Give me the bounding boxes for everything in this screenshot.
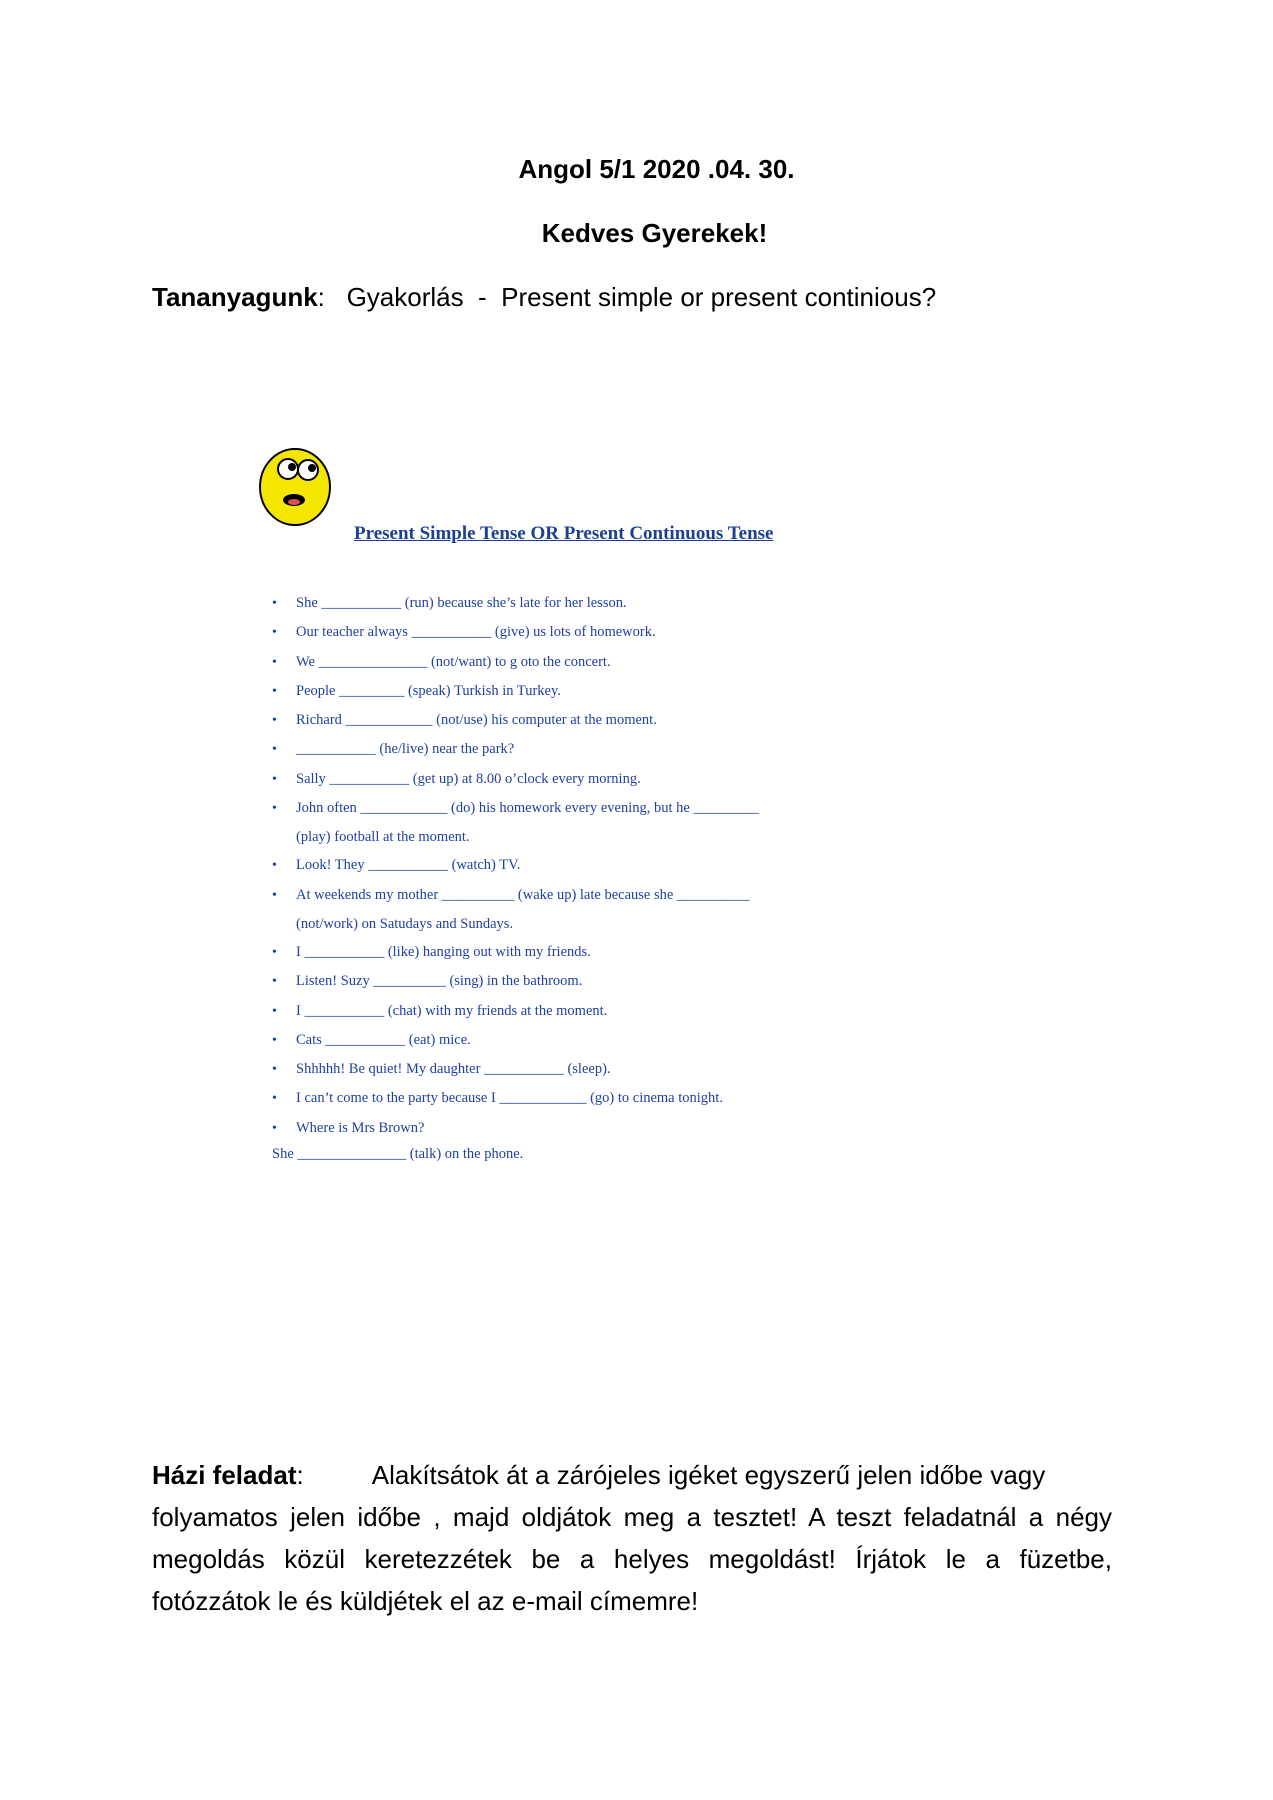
exercise-text: People _________ (speak) Turkish in Turkey. bbox=[296, 682, 561, 699]
homework-section bbox=[152, 1454, 1112, 1622]
exercise-text: (not/work) on Satudays and Sundays. bbox=[296, 915, 514, 932]
exercise-text: John often ____________ (do) his homework every evening, but he _________ bbox=[296, 800, 759, 817]
homework-line-3: megoldás közül keretezzétek be a helyes megoldást! Írjátok le a füzetbe, bbox=[152, 1544, 1112, 1574]
exercise-text: (play) football at the moment. bbox=[296, 829, 470, 846]
homework-line-4: fotózzátok le és küldjétek el az e-mail címemre! bbox=[152, 1586, 699, 1616]
bullet-icon: • bbox=[272, 974, 277, 990]
exercise-item bbox=[272, 967, 759, 996]
exercise-text: She ___________ (run) because she’s late for her lesson. bbox=[296, 595, 627, 611]
exercise-text: I can’t come to the party because I ____________ (go) to cinema tonight. bbox=[296, 1090, 723, 1107]
exercise-text: Sally ___________ (get up) at 8.00 o’clock every morning. bbox=[296, 770, 641, 787]
bullet-icon: • bbox=[272, 683, 277, 699]
homework-line-1 bbox=[152, 1454, 1112, 1496]
exercise-item bbox=[272, 1026, 759, 1055]
bullet-icon: • bbox=[272, 944, 277, 960]
exercise-text: Look! They ___________ (watch) TV. bbox=[296, 857, 521, 874]
exercise-item bbox=[272, 881, 759, 910]
exercise-item bbox=[272, 677, 759, 706]
bullet-icon: • bbox=[272, 858, 277, 874]
bullet-icon: • bbox=[272, 1003, 277, 1019]
exercise-item bbox=[272, 735, 759, 764]
homework-line-2: folyamatos jelen időbe , majd oldjátok meg a tesztet! A teszt feladatnál a négy bbox=[152, 1502, 1112, 1532]
bullet-icon: • bbox=[272, 801, 277, 817]
exercise-text: At weekends my mother __________ (wake up) late because she __________ bbox=[296, 886, 750, 903]
exercise-text: Shhhhh! Be quiet! My daughter ___________ (sleep). bbox=[296, 1061, 611, 1078]
bullet-icon: • bbox=[272, 1062, 277, 1078]
exercise-item bbox=[272, 765, 759, 794]
bullet-icon: • bbox=[272, 654, 277, 670]
homework-label: Házi feladat bbox=[152, 1460, 297, 1490]
exercise-text: Listen! Suzy __________ (sing) in the bathroom. bbox=[296, 973, 583, 990]
exercise-text: I ___________ (chat) with my friends at the moment. bbox=[296, 1002, 608, 1019]
exercise-item-continuation bbox=[272, 910, 759, 938]
surprised-smiley-icon bbox=[258, 445, 334, 527]
bullet-icon: • bbox=[272, 771, 277, 787]
topic-text: : Gyakorlás - Present simple or present continious? bbox=[317, 282, 937, 312]
exercise-item bbox=[272, 589, 759, 618]
bullet-icon: • bbox=[272, 596, 277, 611]
bullet-icon: • bbox=[272, 625, 277, 641]
exercise-list bbox=[272, 589, 759, 1143]
worksheet-image bbox=[258, 445, 848, 1175]
exercise-text: We _______________ (not/want) to g oto the concert. bbox=[296, 653, 611, 670]
exercise-text: Richard ____________ (not/use) his computer at the moment. bbox=[296, 712, 657, 729]
bullet-icon: • bbox=[272, 713, 277, 729]
exercise-item bbox=[272, 997, 759, 1026]
bullet-icon: • bbox=[272, 742, 277, 758]
exercise-item bbox=[272, 1084, 759, 1113]
exercise-item bbox=[272, 648, 759, 677]
worksheet-title: Present Simple Tense OR Present Continuous Tense bbox=[354, 523, 774, 544]
bullet-icon: • bbox=[272, 1091, 277, 1107]
exercise-item bbox=[272, 938, 759, 967]
exercise-item bbox=[272, 851, 759, 880]
exercise-item bbox=[272, 618, 759, 647]
bullet-icon: • bbox=[272, 1032, 277, 1048]
exercise-item bbox=[272, 794, 759, 823]
exercise-text: Where is Mrs Brown? bbox=[296, 1119, 425, 1136]
exercise-text: Our teacher always ___________ (give) us lots of homework. bbox=[296, 624, 656, 641]
bullet-icon: • bbox=[272, 1120, 277, 1136]
topic-label: Tananyagunk bbox=[152, 282, 318, 312]
document-title: Angol 5/1 2020 .04. 30. bbox=[518, 154, 795, 184]
exercise-item bbox=[272, 1055, 759, 1084]
exercise-last-line: She _______________ (talk) on the phone. bbox=[272, 1146, 524, 1162]
exercise-item bbox=[272, 706, 759, 735]
exercise-text: I ___________ (like) hanging out with my friends. bbox=[296, 943, 591, 960]
homework-text-1: Alakítsátok át a zárójeles igéket egyszerű jelen időbe vagy bbox=[371, 1460, 1046, 1490]
exercise-text: ___________ (he/live) near the park? bbox=[296, 741, 515, 758]
greeting: Kedves Gyerekek! bbox=[541, 218, 768, 248]
exercise-item bbox=[272, 1114, 759, 1143]
topic-line bbox=[152, 282, 936, 313]
exercise-item-continuation bbox=[272, 823, 759, 851]
bullet-icon: • bbox=[272, 887, 277, 903]
homework-colon: : bbox=[296, 1460, 304, 1490]
exercise-text: Cats ___________ (eat) mice. bbox=[296, 1031, 471, 1048]
